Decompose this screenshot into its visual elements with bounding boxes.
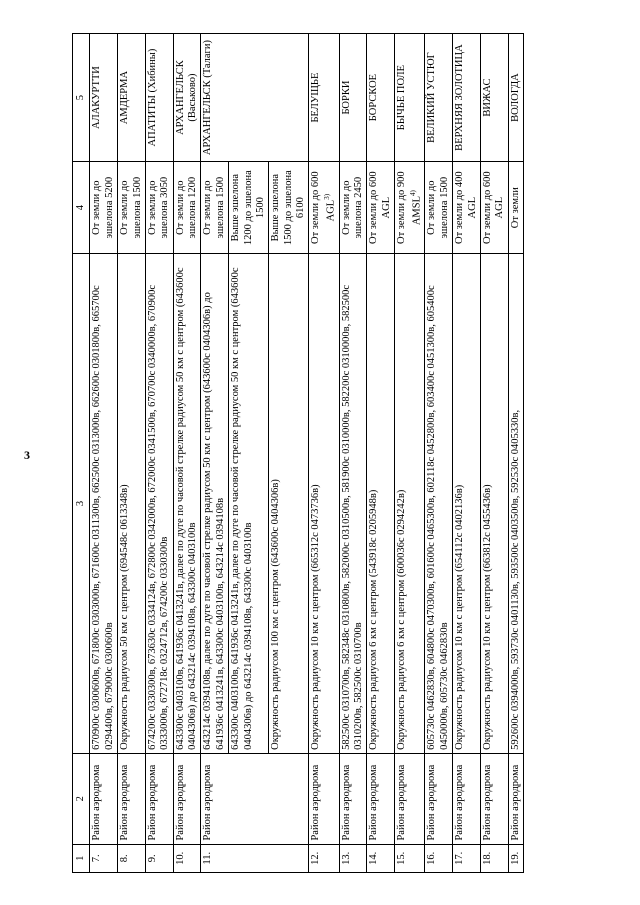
altitude-limits: От земли bbox=[508, 162, 523, 254]
altitude-limits: От земли до 600 AGL bbox=[367, 162, 395, 254]
aerodrome-name: БЕЛУЩЬЕ bbox=[309, 34, 339, 162]
table-row bbox=[425, 34, 453, 873]
boundary-coordinates: 643300с 0403100в, 641936с 0413241в, далее по дуге по часовой стрелке радиусом 50 км с центром (643600с 0404306в) до 643214с 0394108в, 643300с 0403100в bbox=[173, 254, 201, 754]
aerodrome-name: ВОЛОГДА bbox=[508, 34, 523, 162]
altitude-limits: От земли до эшелона 1500 bbox=[425, 162, 453, 254]
table-row bbox=[480, 34, 508, 873]
table-row bbox=[508, 34, 523, 873]
aerodrome-name: ВЕЛИКИЙ УСТЮГ bbox=[425, 34, 453, 162]
altitude-limits: От земли до эшелона 1500 bbox=[118, 162, 146, 254]
aerodrome-name: БЫЧЬЕ ПОЛЕ bbox=[395, 34, 425, 162]
boundary-coordinates: Окружность радиусом 50 км с центром (694548с 0613348в) bbox=[118, 254, 146, 754]
row-number: 12. bbox=[309, 844, 339, 872]
table-row bbox=[339, 34, 367, 873]
boundary-coordinates: Окружность радиусом 10 км с центром (663812с 0455436в) bbox=[480, 254, 508, 754]
boundary-coordinates: 674200с 0330300в, 673630с 0334124в, 672800с 0342000в, 672000с 0341500в, 670700с 0340000в, 670900с 0333000в, 672718с 0324712в, 674200с 0330300в bbox=[145, 254, 173, 754]
zone-type: Район аэродрома bbox=[339, 753, 367, 844]
airspace-table bbox=[72, 33, 524, 873]
header-col-3: 3 bbox=[73, 254, 90, 754]
altitude-text: От земли до 600 AGL bbox=[310, 171, 337, 245]
zone-type: Район аэродрома bbox=[425, 753, 453, 844]
footnote-marker: 4) bbox=[408, 190, 417, 196]
boundary-coordinates: Окружность радиусом 100 км с центром (643600с 0404306в) bbox=[269, 254, 309, 754]
boundary-coordinates: Окружность радиусом 6 км с центром (600036с 0294242в) bbox=[395, 254, 425, 754]
header-col-5: 5 bbox=[73, 34, 90, 162]
boundary-coordinates: Окружность радиусом 10 км с центром (654112с 0402136в) bbox=[453, 254, 481, 754]
row-number: 14. bbox=[367, 844, 395, 872]
zone-type: Район аэродрома bbox=[145, 753, 173, 844]
boundary-coordinates: 643300с 0403100в, 641936с 0413241в, далее по дуге по часовой стрелке радиусом 50 км с центром (643600с 0404306в) до 643214с 0394108в, 643300с 0403100в bbox=[229, 254, 269, 754]
row-number: 10. bbox=[173, 844, 201, 872]
zone-type: Район аэродрома bbox=[453, 753, 481, 844]
aerodrome-name: АПАТИТЫ (Хибины) bbox=[145, 34, 173, 162]
aerodrome-name: БОРСКОЕ bbox=[367, 34, 395, 162]
aerodrome-name: БОРКИ bbox=[339, 34, 367, 162]
header-row bbox=[73, 34, 90, 873]
table-row bbox=[118, 34, 146, 873]
row-number: 13. bbox=[339, 844, 367, 872]
aerodrome-name: ВЕРХНЯЯ ЗОЛОТИЦА bbox=[453, 34, 481, 162]
zone-type: Район аэродрома bbox=[118, 753, 146, 844]
altitude-limits: От земли до эшелона 3050 bbox=[145, 162, 173, 254]
row-number: 9. bbox=[145, 844, 173, 872]
boundary-coordinates: 670900с 0300600в, 671800с 0303000в, 671600с 0311300в, 662500с 0313000в, 662600с 0301800в, 665700с 0294400в, 679000с 0300600в bbox=[90, 254, 118, 754]
footnote-marker: 3) bbox=[322, 193, 331, 200]
boundary-coordinates: 643214с 0394108в, далее по дуге по часовой стрелке радиусом 50 км с центром (643600с 0404306в) до 641936с 0413241в, 643300с 0403100в, 643214с 0394108в bbox=[201, 254, 229, 754]
row-number: 8. bbox=[118, 844, 146, 872]
boundary-coordinates: Окружность радиусом 10 км с центром (665312с 0473736в) bbox=[309, 254, 339, 754]
boundary-coordinates: 582500с 0310700в, 582348с 0310800в, 582000с 0310500в, 581900с 0310000в, 582200с 0310000в, 582500с 0310200в, 582500с 0310700в bbox=[339, 254, 367, 754]
zone-type: Район аэродрома bbox=[367, 753, 395, 844]
altitude-limits bbox=[309, 162, 339, 254]
altitude-limits: От земли до эшелона 1500 bbox=[201, 162, 229, 254]
zone-type: Район аэродрома bbox=[508, 753, 523, 844]
row-number: 19. bbox=[508, 844, 523, 872]
altitude-limits: От земли до эшелона 2450 bbox=[339, 162, 367, 254]
row-number: 15. bbox=[395, 844, 425, 872]
zone-type: Район аэродрома bbox=[201, 753, 309, 844]
zone-type: Район аэродрома bbox=[480, 753, 508, 844]
boundary-coordinates: 605730с 0462830в, 604800с 0470300в, 601600с 0465300в, 602118с 0452800в, 603400с 0451300в, 605400с 0450000в, 605730с 0462830в bbox=[425, 254, 453, 754]
aerodrome-name: АМДЕРМА bbox=[118, 34, 146, 162]
zone-type: Район аэродрома bbox=[309, 753, 339, 844]
aerodrome-name: АРХАНГЕЛЬСК (Васьково) bbox=[173, 34, 201, 162]
table-row bbox=[145, 34, 173, 873]
aerodrome-name: АРХАНГЕЛЬСК (Талаги) bbox=[201, 34, 309, 162]
altitude-limits: От земли до эшелона 5200 bbox=[90, 162, 118, 254]
altitude-text: От земли до 900 AMSL bbox=[396, 171, 422, 245]
altitude-limits: Выше эшелона 1500 до эшелона 6100 bbox=[269, 162, 309, 254]
row-number: 18. bbox=[480, 844, 508, 872]
table-row bbox=[367, 34, 395, 873]
altitude-limits bbox=[395, 162, 425, 254]
zone-type: Район аэродрома bbox=[90, 753, 118, 844]
table-row bbox=[309, 34, 339, 873]
table-row bbox=[201, 34, 229, 873]
header-col-4: 4 bbox=[73, 162, 90, 254]
boundary-coordinates: Окружность радиусом 6 км с центром (543918с 0205948в) bbox=[367, 254, 395, 754]
table-row bbox=[453, 34, 481, 873]
row-number: 17. bbox=[453, 844, 481, 872]
altitude-limits: От земли до эшелона 1200 bbox=[173, 162, 201, 254]
header-col-1: 1 bbox=[73, 844, 90, 872]
altitude-limits: Выше эшелона 1200 до эшелона 1500 bbox=[229, 162, 269, 254]
altitude-limits: От земли до 600 AGL bbox=[480, 162, 508, 254]
zone-type: Район аэродрома bbox=[395, 753, 425, 844]
altitude-limits: От земли до 400 AGL bbox=[453, 162, 481, 254]
table-row bbox=[90, 34, 118, 873]
zone-type: Район аэродрома bbox=[173, 753, 201, 844]
row-number: 7. bbox=[90, 844, 118, 872]
table-row bbox=[395, 34, 425, 873]
page-number: 3 bbox=[24, 448, 30, 462]
aerodrome-name: АЛАКУРТТИ bbox=[90, 34, 118, 162]
aerodrome-name: ВИЖАС bbox=[480, 34, 508, 162]
table-row bbox=[173, 34, 201, 873]
row-number: 11. bbox=[201, 844, 309, 872]
row-number: 16. bbox=[425, 844, 453, 872]
boundary-coordinates: 592600с 0394000в, 593730с 0401130в, 593500с 0403500в, 592530с 0405330в, bbox=[508, 254, 523, 754]
header-col-2: 2 bbox=[73, 753, 90, 844]
